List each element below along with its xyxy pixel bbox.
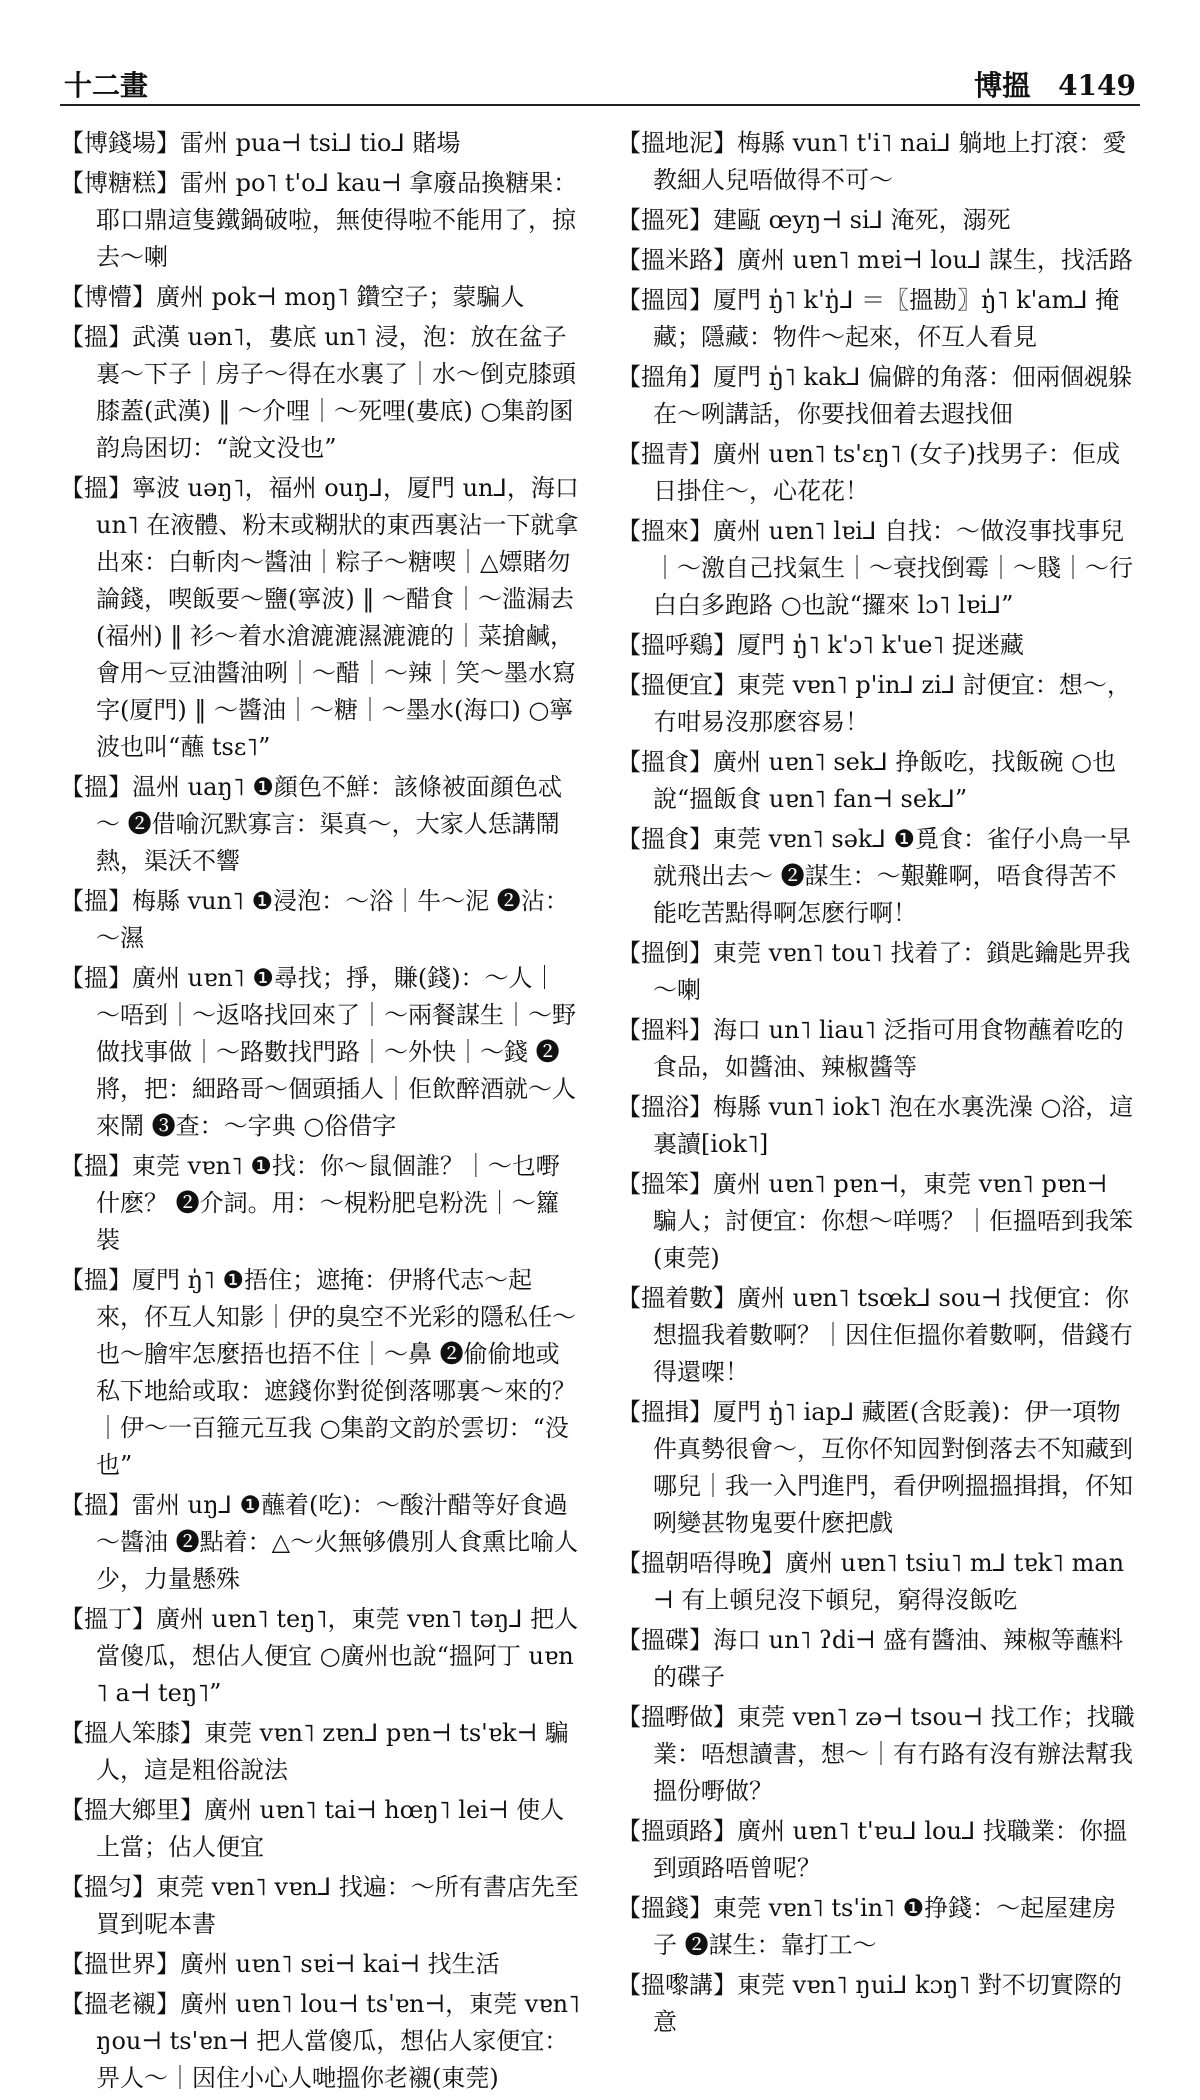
- dictionary-entry: 【搵大鄉里】廣州 uɐn˥ tai⊣ hœŋ˥ lei⊣ 使人上當；佔人便宜: [60, 1796, 565, 1861]
- dictionary-entry: 【搵嘢做】東莞 vɐn˥ zə⊣ tsou⊣ 找工作；找職業：唔想讀書，想～｜有冇路有沒有辦法幫我搵份嘢做？: [617, 1703, 1135, 1805]
- dictionary-entry: 【搵青】廣州 uɐn˥ ts'ɛŋ˥ (女子)找男子：佢成日掛住～，心花花！: [617, 440, 1120, 505]
- dictionary-entry: 【搵碟】海口 un˥ ʔdi⊣ 盛有醬油、辣椒等蘸料的碟子: [617, 1626, 1124, 1691]
- dictionary-entry: 【搵料】海口 un˥ liau˥ 泛指可用食物蘸着吃的食品，如醬油、辣椒醬等: [617, 1016, 1124, 1081]
- dictionary-entry: 【搵着數】廣州 uɐn˥ tsœk⅃ sou⊣ 找便宜：你想搵我着數啊？｜因住佢搵你着數啊，借錢冇得還㗎！: [617, 1284, 1133, 1386]
- dictionary-entry: 【搵老襯】廣州 uɐn˥ lou⊣ ts'ɐn⊣，東莞 vɐn˥ ŋou⊣ ts'ɐn⊣ 把人當傻瓜，想佔人家便宜：畀人～｜因住小心人哋搵你老襯(東莞): [60, 1990, 580, 2092]
- section-title: 十二畫: [64, 69, 149, 102]
- dictionary-entry: 【搵死】建甌 œyŋ⊣ si⅃ 淹死，溺死: [617, 206, 1011, 234]
- dictionary-entry: 【搵嚟講】東莞 vɐn˥ ŋui⅃ kɔŋ˥ 對不切實際的意: [617, 1971, 1122, 2036]
- dictionary-entry: 【搵來】廣州 uɐn˥ lɐi⅃ 自找：～做沒事找事兒｜～激自己找氣生｜～衰找倒霉｜～賤｜～行白白多跑路 ○也說“攞來 lɔ˥ lɐi⅃”: [617, 517, 1133, 619]
- dictionary-entry: 【搵人笨膝】東莞 vɐn˥ zɐn⅃ pɐn⊣ ts'ɐk⊣ 騙人，這是粗俗說法: [60, 1719, 569, 1784]
- dictionary-entry: 【博懵】廣州 pok⊣ moŋ˥ 鑽空子；蒙騙人: [60, 283, 525, 311]
- dictionary-entry: 【搵食】東莞 vɐn˥ sək⅃ ❶覓食：雀仔小鳥一早就飛出去～ ❷謀生：～艱難啊，唔食得苦不能吃苦點得啊怎麽行啊！: [617, 825, 1131, 927]
- dictionary-entry: 【博錢場】雷州 pua⊣ tsi⅃ tio⅃ 賭場: [60, 129, 461, 157]
- dictionary-entry: 【搵錢】東莞 vɐn˥ ts'in˥ ❶挣錢：～起屋建房子 ❷謀生：靠打工～: [617, 1894, 1117, 1959]
- dictionary-entry: 【搵地泥】梅縣 vun˥ t'i˥ nai⅃ 躺地上打滾：愛教細人兒唔做得不可～: [617, 129, 1127, 194]
- dictionary-entry: 【搵匀】東莞 vɐn˥ vɐn⅃ 找遍：～所有書店先至買到呢本書: [60, 1873, 579, 1938]
- dictionary-entry: 【搵頭路】廣州 uɐn˥ t'ɐu⅃ lou⅃ 找職業：你搵到頭路唔曾呢？: [617, 1817, 1127, 1882]
- left-column: [60, 125, 580, 2100]
- dictionary-entry: 【搵丁】廣州 uɐn˥ teŋ˥，東莞 vɐn˥ təŋ⅃ 把人當傻瓜，想佔人便宜 ○廣州也說“搵阿丁 uɐn˥ a⊣ teŋ˥”: [60, 1605, 579, 1707]
- dictionary-entry: 【搵揖】厦門 ŋ̍˥ iap⅃ 藏匿(含貶義)：伊一項物件真勢很會～，互你伓知囥對倒落去不知藏到哪兒｜我一入門進門，看伊咧搵搵揖揖，伓知咧變甚物鬼要什麽把戲: [617, 1398, 1133, 1537]
- dictionary-entry: 【搵朝唔得晚】廣州 uɐn˥ tsiu˥ m⅃ tɐk˥ man⊣ 有上頓兒沒下頓兒，窮得沒飯吃: [617, 1549, 1125, 1614]
- dictionary-entry: 【搵】厦門 ŋ̍˥ ❶捂住；遮掩：伊將代志～起來，伓互人知影｜伊的臭空不光彩的隱私任～也～膾牢怎麼捂也捂不住｜～鼻 ❷偷偷地或私下地給或取：遮錢你對從倒落哪裏～來的？｜伊～一百箍元互我 ○集韵文韵於雲切：“没也”: [60, 1266, 576, 1479]
- dictionary-entry: 【搵角】厦門 ŋ̍˥ kak⅃ 偏僻的角落：佃兩個覕躲在～咧講話，你要找佃着去遐找佃: [617, 363, 1132, 428]
- dictionary-entry: 【搵倒】東莞 vɐn˥ tou˥ 找着了：鎖匙鑰匙畀我～喇: [617, 939, 1131, 1004]
- dictionary-entry: 【博糖糕】雷州 po˥ t'o⅃ kau⊣ 拿廢品換糖果：耶口鼎這隻鐵鍋破啦，無使得啦不能用了，掠去～喇: [60, 169, 578, 271]
- dictionary-entry: 【搵囥】厦門 ŋ̍˥ k'ŋ̍⅃ ＝〖搵勘〗ŋ̍˥ k'am⅃ 掩藏；隱藏：物件～起來，伓互人看見: [617, 286, 1120, 351]
- right-column: [617, 125, 1137, 2044]
- dictionary-entry: 【搵呼鷄】厦門 ŋ̍˥ k'ɔ˥ k'ue˥ 捉迷藏: [617, 631, 1024, 659]
- dictionary-entry: 【搵食】廣州 uɐn˥ sek⅃ 挣飯吃，找飯碗 ○也說“搵飯食 uɐn˥ fan⊣ sek⅃”: [617, 748, 1116, 813]
- dictionary-entry: 【搵米路】廣州 uɐn˥ mɐi⊣ lou⅃ 謀生，找活路: [617, 246, 1133, 274]
- dictionary-entry: 【搵】雷州 uŋ⅃ ❶蘸着(吃)：～酸汁醋等好食過～醬油 ❷點着：△～火無够儂別人食熏比喻人少，力量懸殊: [60, 1491, 579, 1593]
- dictionary-entry: 【搵】温州 uaŋ˥ ❶顔色不鮮：該條被面顔色忒～ ❷借喻沉默寡言：渠真～，大家人恁講鬧熱，渠沃不響: [60, 773, 562, 875]
- dictionary-entry: 【搵世界】廣州 uɐn˥ sɐi⊣ kai⊣ 找生活: [60, 1950, 500, 1978]
- dictionary-entry: 【搵便宜】東莞 vɐn˥ p'in⅃ zi⅃ 討便宜：想～，冇咁易沒那麽容易！: [617, 671, 1131, 736]
- dictionary-entry: 【搵】梅縣 vun˥ ❶浸泡：～浴｜牛～泥 ❷沾：～濕: [60, 887, 569, 952]
- dictionary-entry: 【搵浴】梅縣 vun˥ iok˥ 泡在水裏洗澡 ○浴，這裏讀[iok˥]: [617, 1093, 1134, 1158]
- dictionary-entry: 【搵】廣州 uɐn˥ ❶尋找；掙，賺(錢)：～人｜～唔到｜～返咯找回來了｜～兩餐謀生｜～野做找事做｜～路數找門路｜～外快｜～錢 ❷將，把：細路哥～個頭插人｜佢飲醉酒就～人來鬧 ❸查：～字典 ○俗借字: [60, 964, 576, 1140]
- dictionary-entry: 【搵】東莞 vɐn˥ ❶找：你～鼠個誰？｜～乜嘢什麽？ ❷介詞。用：～梘粉肥皂粉洗｜～籮裝: [60, 1152, 560, 1254]
- dictionary-entry: 【搵】寧波 uəŋ˥，福州 ouŋ⅃，厦門 un⅃，海口 un˥ 在液體、粉末或糊狀的東西裏沾一下就拿出來：白斬肉～醬油｜粽子～糖喫｜△嫖賭勿論錢，喫飯要～鹽(寧波) ‖ ～醋食｜～滥漏去(福州) ‖ 衫～着水滄漉漉濕漉漉的｜菜搶鹹，會用～豆油醬油咧｜～醋｜～辣｜笑～墨水寫字(厦門) ‖ ～醬油｜～糖｜～墨水(海口) ○寧波也叫“蘸 tsɛ˥”: [60, 474, 579, 761]
- page-headword-and-number: 博搵 4149: [974, 69, 1136, 102]
- dictionary-entry: 【搵笨】廣州 uɐn˥ pɐn⊣，東莞 vɐn˥ pɐn⊣ 騙人；討便宜：你想～咩嗎？｜佢搵唔到我笨(東莞): [617, 1170, 1133, 1272]
- page-header: [60, 58, 1140, 106]
- dictionary-entry: 【搵】武漢 uən˥，婁底 un˥ 浸，泡：放在盆子裏～下子｜房子～得在水裏了｜水～倒克膝頭膝蓋(武漢) ‖ ～介哩｜～死哩(婁底) ○集韵圂韵烏困切：“說文没也”: [60, 323, 576, 462]
